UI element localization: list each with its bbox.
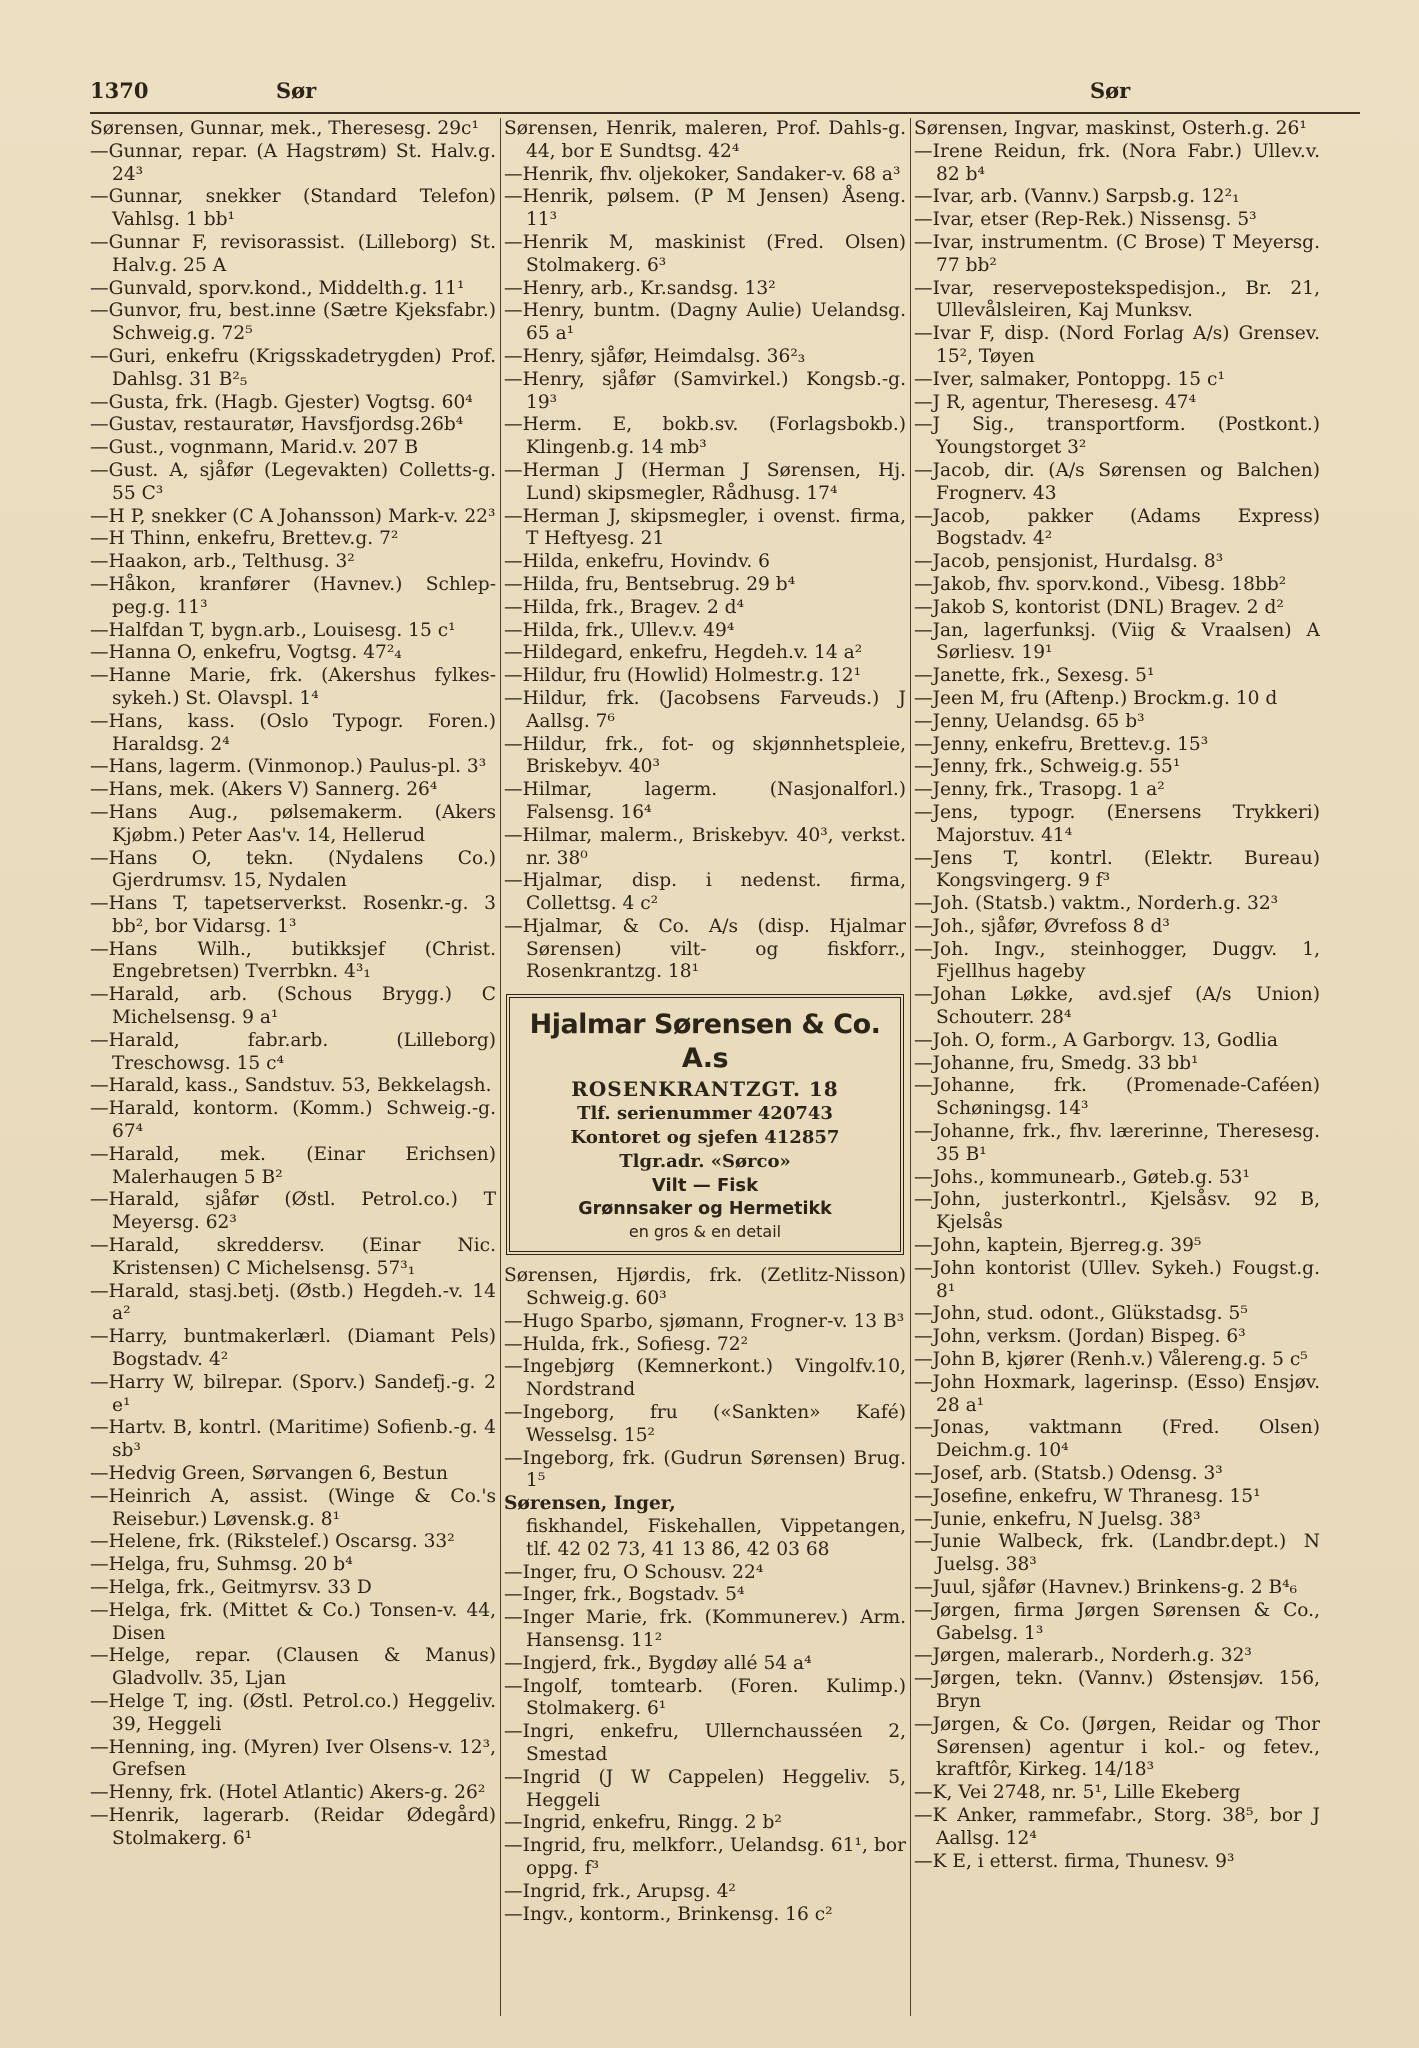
directory-entry: —Jacob, dir. (A/s Sørensen og Balchen) Frognerv. 43 bbox=[914, 459, 1320, 504]
directory-entry: —Henrik M, maskinist (Fred. Olsen) Stolmakerg. 6³ bbox=[504, 231, 906, 276]
directory-entry: —Ivar, arb. (Vannv.) Sarpsb.g. 12²₁ bbox=[914, 186, 1240, 208]
header-rule bbox=[90, 112, 1360, 114]
directory-entry: —Helene, frk. (Rikstelef.) Oscarsg. 33² bbox=[90, 1531, 455, 1553]
column-2-tail bbox=[504, 1562, 906, 1927]
directory-entry: —Hilda, enkefru, Hovindv. 6 bbox=[504, 551, 771, 573]
directory-entry: —Jan, lagerfunksj. (Viig & Vraalsen) A Sørliesv. 19¹ bbox=[914, 619, 1320, 664]
directory-entry: —Hildur, frk. (Jacobsens Farveuds.) J Aallsg. 7⁶ bbox=[504, 687, 906, 732]
directory-entry: —Hans, lagerm. (Vinmonop.) Paulus-pl. 3³ bbox=[90, 756, 487, 778]
directory-entry: —Henry, sjåfør (Samvirkel.) Kongsb.-g. 19³ bbox=[504, 368, 906, 413]
directory-entry: —K, Vei 2748, nr. 5¹, Lille Ekeberg bbox=[914, 1782, 1241, 1804]
directory-entry: —Jørgen, firma Jørgen Sørensen & Co., Gabelsg. 1³ bbox=[914, 1599, 1320, 1644]
directory-entry: Sørensen, Henrik, maleren, Prof. Dahls-g. 44, bor E Sundtsg. 42⁴ bbox=[504, 118, 906, 162]
directory-entry: Sørensen, Ingvar, maskinst, Osterh.g. 26¹ bbox=[914, 118, 1307, 139]
directory-entry: —Joh. (Statsb.) vaktm., Norderh.g. 32³ bbox=[914, 893, 1279, 915]
directory-entry: —John Hoxmark, lagerinsp. (Esso) Ensjøv. 28 a¹ bbox=[914, 1371, 1320, 1416]
directory-entry: —Iver, salmaker, Pontoppg. 15 c¹ bbox=[914, 368, 1225, 390]
directory-entry: —John, stud. odont., Glükstadsg. 5⁵ bbox=[914, 1303, 1248, 1325]
directory-entry: —Joh., sjåfør, Øvrefoss 8 d³ bbox=[914, 915, 1170, 937]
column-2-top bbox=[504, 118, 906, 984]
directory-entry: —Guri, enkefru (Krigsskadetrygden) Prof. Dahlsg. 31 B²₅ bbox=[90, 345, 496, 390]
directory-entry: —Ivar F, disp. (Nord Forlag A/s) Grensev. 15², Tøyen bbox=[914, 323, 1320, 367]
directory-entry: —Josef, arb. (Statsb.) Odensg. 3³ bbox=[914, 1463, 1223, 1485]
directory-entry: —Herman J, skipsmegler, i ovenst. firma, T Heftyesg. 21 bbox=[504, 505, 906, 550]
directory-entry: —Henny, frk. (Hotel Atlantic) Akers-g. 26² bbox=[90, 1782, 486, 1804]
directory-entry: —Helga, fru, Suhmsg. 20 b⁴ bbox=[90, 1554, 353, 1576]
directory-entry: —Hilda, frk., Bragev. 2 d⁴ bbox=[504, 596, 745, 618]
column-3 bbox=[914, 118, 1320, 2018]
directory-entry: —John, verksm. (Jordan) Bispeg. 6³ bbox=[914, 1326, 1246, 1348]
directory-entry: —Henry, buntm. (Dagny Aulie) Uelandsg. 65 a¹ bbox=[504, 300, 906, 345]
directory-entry: —Gust., vognmann, Marid.v. 207 B bbox=[90, 437, 419, 459]
directory-entry: —K E, i etterst. firma, Thunesv. 9³ bbox=[914, 1850, 1235, 1872]
directory-entry: —Gustav, restauratør, Havsfjordsg.26b⁴ bbox=[90, 414, 464, 436]
directory-entry: —Jonas, vaktmann (Fred. Olsen) Deichm.g. 10⁴ bbox=[914, 1417, 1320, 1462]
directory-entry: —Ingolf, tomtearb. (Foren. Kulimp.) Stolmakerg. 6¹ bbox=[504, 1675, 906, 1720]
directory-entry: —Hilda, fru, Bentsebrug. 29 b⁴ bbox=[504, 573, 796, 595]
directory-entry: —Inger, frk., Bogstadv. 5⁴ bbox=[504, 1584, 745, 1606]
bold-entry bbox=[504, 1493, 906, 1561]
directory-entry: —H P, snekker (C A Johansson) Mark-v. 22³ bbox=[90, 505, 496, 527]
directory-entry: —Harald, kass., Sandstuv. 53, Bekkelagsh. bbox=[90, 1075, 492, 1097]
directory-entry: —Henrik, lagerarb. (Reidar Ødegård) Stolmakerg. 6¹ bbox=[90, 1804, 496, 1849]
directory-entry: —Hildur, frk., fot- og skjønnhetspleie, Briskebyv. 40³ bbox=[504, 733, 906, 778]
directory-entry: —John, justerkontrl., Kjelsåsv. 92 B, Kjelsås bbox=[914, 1189, 1320, 1234]
directory-entry: —Helge, repar. (Clausen & Manus) Gladvollv. 35, Ljan bbox=[90, 1645, 496, 1690]
ad-company-name: Hjalmar Sørensen & Co. A.s bbox=[529, 1009, 881, 1075]
bold-entry-body: fiskhandel, Fiskehallen, Vippetangen, tlf. 42 02 73, 41 13 86, 42 03 68 bbox=[526, 1516, 906, 1560]
directory-entry: —Hilmar, lagerm. (Nasjonalforl.) Falsensg. 16⁴ bbox=[504, 779, 906, 823]
ad-line-1: Vilt — Fisk bbox=[651, 1175, 759, 1197]
directory-entry: —Ingrid, frk., Arupsg. 4² bbox=[504, 1880, 736, 1902]
directory-entry: —Hilmar, malerm., Briskebyv. 40³, verkst. nr. 38⁰ bbox=[504, 824, 906, 869]
directory-entry: —Hildur, fru (Howlid) Holmestr.g. 12¹ bbox=[504, 665, 862, 687]
directory-entry: —Henrik, fhv. oljekoker, Sandaker-v. 68 a³ bbox=[504, 163, 901, 185]
directory-entry: —Jenny, Uelandsg. 65 b³ bbox=[914, 710, 1145, 732]
directory-entry: —J R, agentur, Theresesg. 47⁴ bbox=[914, 391, 1197, 413]
directory-entry: —John, kaptein, Bjerreg.g. 39⁵ bbox=[914, 1235, 1202, 1257]
directory-entry: —Junie, enkefru, N Juelsg. 38³ bbox=[914, 1508, 1201, 1530]
directory-entry: Sørensen, Hjørdis, frk. (Zetlitz-Nisson) Schweig.g. 60³ bbox=[504, 1265, 906, 1310]
running-title-right: Sør bbox=[1090, 78, 1131, 103]
directory-entry: —Irene Reidun, frk. (Nora Fabr.) Ullev.v. 82 b⁴ bbox=[914, 140, 1320, 185]
directory-entry: —Jørgen, tekn. (Vannv.) Østensjøv. 156, Bryn bbox=[914, 1668, 1320, 1712]
directory-entry: —Harald, arb. (Schous Brygg.) C Michelsensg. 9 a¹ bbox=[90, 984, 496, 1029]
directory-entry: —Henrik, pølsem. (P M Jensen) Åseng. 11³ bbox=[504, 186, 906, 231]
bold-entry-head: Sørensen, Inger, bbox=[504, 1493, 676, 1515]
directory-entry: —Herm. E, bokb.sv. (Forlagsbokb.) Klingenb.g. 14 mb³ bbox=[504, 414, 906, 459]
directory-entry: —Herman J (Herman J Sørensen, Hj. Lund) skipsmegler, Rådhusg. 17⁴ bbox=[504, 459, 906, 504]
directory-entry: —Jørgen, & Co. (Jørgen, Reidar og Thor Sørensen) agentur i kol.- og fetev., kraftfôr, Kirkeg. 14/18³ bbox=[914, 1713, 1320, 1781]
directory-entry: —Hilda, frk., Ullev.v. 49⁴ bbox=[504, 619, 735, 641]
ad-line-2: Grønnsaker og Hermetikk bbox=[578, 1199, 832, 1220]
directory-entry: —Inger, fru, O Schousv. 22⁴ bbox=[504, 1561, 764, 1583]
column-1 bbox=[90, 118, 496, 2018]
directory-entry: —Hedvig Green, Sørvangen 6, Bestun bbox=[90, 1463, 448, 1485]
directory-entry: —Hans O, tekn. (Nydalens Co.) Gjerdrumsv. 15, Nydalen bbox=[90, 847, 496, 892]
directory-entry: —Jens, typogr. (Enersens Trykkeri) Majorstuv. 41⁴ bbox=[914, 801, 1320, 846]
directory-entry: —Harry W, bilrepar. (Sporv.) Sandefj.-g. 2 e¹ bbox=[90, 1371, 496, 1416]
directory-entry: —Ingrid, fru, melkforr., Uelandsg. 61¹, bor oppg. f³ bbox=[504, 1835, 906, 1879]
directory-entry: —H Thinn, enkefru, Brettev.g. 7² bbox=[90, 528, 399, 550]
directory-entry: —Gunvald, sporv.kond., Middelth.g. 11¹ bbox=[90, 277, 465, 299]
directory-entry: —Gust. A, sjåfør (Legevakten) Colletts-g. 55 C³ bbox=[90, 459, 496, 504]
page-number: 1370 bbox=[90, 78, 149, 103]
directory-entry: —Harry, buntmakerlærl. (Diamant Pels) Bogstadv. 4² bbox=[90, 1326, 496, 1371]
ad-address: ROSENKRANTZGT. 18 bbox=[571, 1077, 839, 1102]
column-divider bbox=[910, 118, 911, 2016]
advertisement-box bbox=[506, 994, 904, 1255]
directory-entry: —John B, kjører (Renh.v.) Vålereng.g. 5 c⁵ bbox=[914, 1349, 1308, 1371]
directory-entry: —Gusta, frk. (Hagb. Gjester) Vogtsg. 60⁴ bbox=[90, 391, 473, 413]
directory-entry: —Hans T, tapetserverkst. Rosenkr.-g. 3 bb², bor Vidarsg. 1³ bbox=[90, 893, 496, 937]
directory-entry: —Joh. Ingv., steinhogger, Duggv. 1, Fjellhus hageby bbox=[914, 938, 1320, 983]
ad-office-phone: Kontoret og sjefen 412857 bbox=[570, 1127, 840, 1149]
directory-entry: —Jacob, pakker (Adams Express) Bogstadv. 4² bbox=[914, 505, 1320, 550]
directory-entry: —Hulda, frk., Sofiesg. 72² bbox=[504, 1333, 749, 1355]
directory-entry: —Ivar, reservepostekspedisjon., Br. 21, Ullevålsleiren, Kaj Munksv. bbox=[914, 277, 1320, 322]
directory-entry: —Joh. O, form., A Garborgv. 13, Godlia bbox=[914, 1029, 1278, 1051]
directory-entry: —Ingv., kontorm., Brinkensg. 16 c² bbox=[504, 1903, 833, 1925]
directory-entry: —Josefine, enkefru, W Thranesg. 15¹ bbox=[914, 1485, 1261, 1507]
directory-entry: —Hartv. B, kontrl. (Maritime) Sofienb.-g. 4 sb³ bbox=[90, 1417, 496, 1462]
directory-entry: —Harald, sjåfør (Østl. Petrol.co.) T Meyersg. 62³ bbox=[90, 1189, 496, 1234]
directory-entry: —Harald, mek. (Einar Erichsen) Malerhaugen 5 B² bbox=[90, 1143, 496, 1188]
directory-entry: —Ingrid, enkefru, Ringg. 2 b² bbox=[504, 1812, 782, 1834]
directory-entry: —John kontorist (Ullev. Sykeh.) Fougst.g. 8¹ bbox=[914, 1257, 1320, 1302]
directory-entry: —Hans Wilh., butikksjef (Christ. Engebretsen) Tverrbkn. 4³₁ bbox=[90, 938, 496, 983]
directory-entry: —Hildegard, enkefru, Hegdeh.v. 14 a² bbox=[504, 642, 863, 664]
directory-entry: —Hjalmar, & Co. A/s (disp. Hjalmar Sørensen) vilt- og fiskforr., Rosenkrantzg. 18¹ bbox=[504, 915, 906, 983]
directory-entry: —Henry, arb., Kr.sandsg. 13² bbox=[504, 277, 776, 299]
directory-entry: —Helge T, ing. (Østl. Petrol.co.) Heggeliv. 39, Heggeli bbox=[90, 1690, 496, 1735]
directory-entry: —Harald, stasj.betj. (Østb.) Hegdeh.-v. 14 a² bbox=[90, 1280, 496, 1325]
ad-telegram: Tlgr.adr. «Sørco» bbox=[619, 1151, 791, 1173]
directory-entry: —Haakon, arb., Telthusg. 3² bbox=[90, 551, 355, 573]
directory-entry: —Henry, sjåfør, Heimdalsg. 36²₃ bbox=[504, 345, 806, 367]
directory-entry: —Hugo Sparbo, sjømann, Frogner-v. 13 B³ bbox=[504, 1310, 905, 1332]
directory-entry: —Johanne, frk. (Promenade-Caféen) Schøningsg. 14³ bbox=[914, 1075, 1320, 1120]
directory-entry: —Jenny, enkefru, Brettev.g. 15³ bbox=[914, 733, 1209, 755]
directory-entry: —Jenny, frk., Trasopg. 1 a² bbox=[914, 779, 1165, 801]
directory-entry: —Gunnar F, revisorassist. (Lilleborg) St. Halv.g. 25 A bbox=[90, 231, 496, 276]
directory-entry: —J Sig., transportform. (Postkont.) Youngstorget 3² bbox=[914, 414, 1320, 459]
directory-entry: —Hans Aug., pølsemakerm. (Akers Kjøbm.) Peter Aas'v. 14, Hellerud bbox=[90, 801, 496, 846]
directory-entry: —Ivar, instrumentm. (C Brose) T Meyersg. 77 bb² bbox=[914, 231, 1320, 276]
directory-entry: —Harald, fabr.arb. (Lilleborg) Treschowsg. 15 c⁴ bbox=[90, 1029, 496, 1074]
directory-entry: —Ingeborg, fru («Sankten» Kafé) Wesselsg. 15² bbox=[504, 1402, 906, 1446]
directory-entry: —Janette, frk., Sexesg. 5¹ bbox=[914, 665, 1155, 687]
ad-phone: Tlf. serienummer 420743 bbox=[577, 1103, 833, 1125]
directory-entry: —Johan Løkke, avd.sjef (A/s Union) Schouterr. 28⁴ bbox=[914, 984, 1320, 1029]
directory-entry: —Gunnar, snekker (Standard Telefon) Vahlsg. 1 bb¹ bbox=[90, 186, 496, 231]
ad-line-3: en gros & en detail bbox=[628, 1222, 782, 1242]
directory-entry: —Gunnar, repar. (A Hagstrøm) St. Halv.g. 24³ bbox=[90, 140, 496, 185]
directory-entry: —Ingjerd, frk., Bygdøy allé 54 a⁴ bbox=[504, 1652, 812, 1674]
directory-entry: —Ingebjørg (Kemnerkont.) Vingolfv.10, Nordstrand bbox=[504, 1356, 906, 1401]
directory-entry: —Johs., kommunearb., Gøteb.g. 53¹ bbox=[914, 1166, 1250, 1188]
directory-entry: —Håkon, kranfører (Havnev.) Schlep-peg.g. 11³ bbox=[90, 573, 496, 618]
directory-entry: —Ingrid (J W Cappelen) Heggeliv. 5, Heggeli bbox=[504, 1766, 906, 1811]
page-header bbox=[90, 78, 1359, 108]
directory-entry: —Hans, mek. (Akers V) Sannerg. 26⁴ bbox=[90, 779, 438, 801]
directory-entry: —Gunvor, fru, best.inne (Sætre Kjeksfabr.) Schweig.g. 72⁵ bbox=[90, 300, 496, 345]
directory-entry: —Hjalmar, disp. i nedenst. firma, Collettsg. 4 c² bbox=[504, 870, 906, 915]
directory-entry: —Harald, kontorm. (Komm.) Schweig.-g. 67⁴ bbox=[90, 1098, 496, 1143]
directory-entry: —Johanne, frk., fhv. lærerinne, Theresesg. 35 B¹ bbox=[914, 1121, 1320, 1165]
directory-entry: Sørensen, Gunnar, mek., Theresesg. 29c¹ bbox=[90, 118, 479, 139]
directory-entry: —Hans, kass. (Oslo Typogr. Foren.) Haraldsg. 2⁴ bbox=[90, 710, 496, 755]
directory-entry: —Helga, frk. (Mittet & Co.) Tonsen-v. 44, Disen bbox=[90, 1599, 496, 1644]
directory-entry: —Henning, ing. (Myren) Iver Olsens-v. 12³, Grefsen bbox=[90, 1736, 496, 1781]
directory-entry: —K Anker, rammefabr., Storg. 38⁵, bor J Aallsg. 12⁴ bbox=[914, 1804, 1320, 1849]
directory-entry: —Jeen M, fru (Aftenp.) Brockm.g. 10 d bbox=[914, 687, 1278, 709]
directory-entry: —Inger Marie, frk. (Kommunerev.) Arm. Hansensg. 11² bbox=[504, 1607, 906, 1652]
directory-entry: —Junie Walbeck, frk. (Landbr.dept.) N Juelsg. 38³ bbox=[914, 1531, 1320, 1576]
directory-entry: —Johanne, fru, Smedg. 33 bb¹ bbox=[914, 1052, 1199, 1074]
directory-entry: —Jenny, frk., Schweig.g. 55¹ bbox=[914, 756, 1181, 778]
directory-entry: —Juul, sjåfør (Havnev.) Brinkens-g. 2 B⁴₆ bbox=[914, 1577, 1298, 1598]
directory-entry: —Jakob S, kontorist (DNL) Bragev. 2 d² bbox=[914, 596, 1284, 618]
column-divider bbox=[500, 118, 501, 2016]
running-title-left: Sør bbox=[276, 78, 317, 103]
directory-entry: —Hanne Marie, frk. (Akershus fylkes-sykeh.) St. Olavspl. 1⁴ bbox=[90, 665, 496, 709]
directory-entry: —Harald, skreddersv. (Einar Nic. Kristensen) C Michelsensg. 57³₁ bbox=[90, 1235, 496, 1279]
directory-entry: —Jørgen, malerarb., Norderh.g. 32³ bbox=[914, 1645, 1252, 1667]
directory-entry: —Hanna O, enkefru, Vogtsg. 47²₄ bbox=[90, 642, 402, 664]
directory-entry: —Helga, frk., Geitmyrsv. 33 D bbox=[90, 1577, 372, 1598]
directory-entry: —Ivar, etser (Rep-Rek.) Nissensg. 5³ bbox=[914, 209, 1257, 231]
directory-entry: —Jens T, kontrl. (Elektr. Bureau) Kongsvingerg. 9 f³ bbox=[914, 847, 1320, 892]
directory-entry: —Jakob, fhv. sporv.kond., Vibesg. 18bb² bbox=[914, 573, 1287, 595]
directory-entry: —Jacob, pensjonist, Hurdalsg. 8³ bbox=[914, 551, 1224, 573]
column-2 bbox=[504, 118, 906, 2018]
directory-entry: —Heinrich A, assist. (Winge & Co.'s Reisebur.) Løvensk.g. 8¹ bbox=[90, 1485, 496, 1530]
directory-entry: —Halfdan T, bygn.arb., Louisesg. 15 c¹ bbox=[90, 619, 456, 641]
directory-entry: —Ingeborg, frk. (Gudrun Sørensen) Brug. 1⁵ bbox=[504, 1447, 906, 1492]
directory-entry: —Ingri, enkefru, Ullernchausséen 2, Smestad bbox=[504, 1721, 906, 1766]
column-2-after-ad bbox=[504, 1265, 906, 1493]
